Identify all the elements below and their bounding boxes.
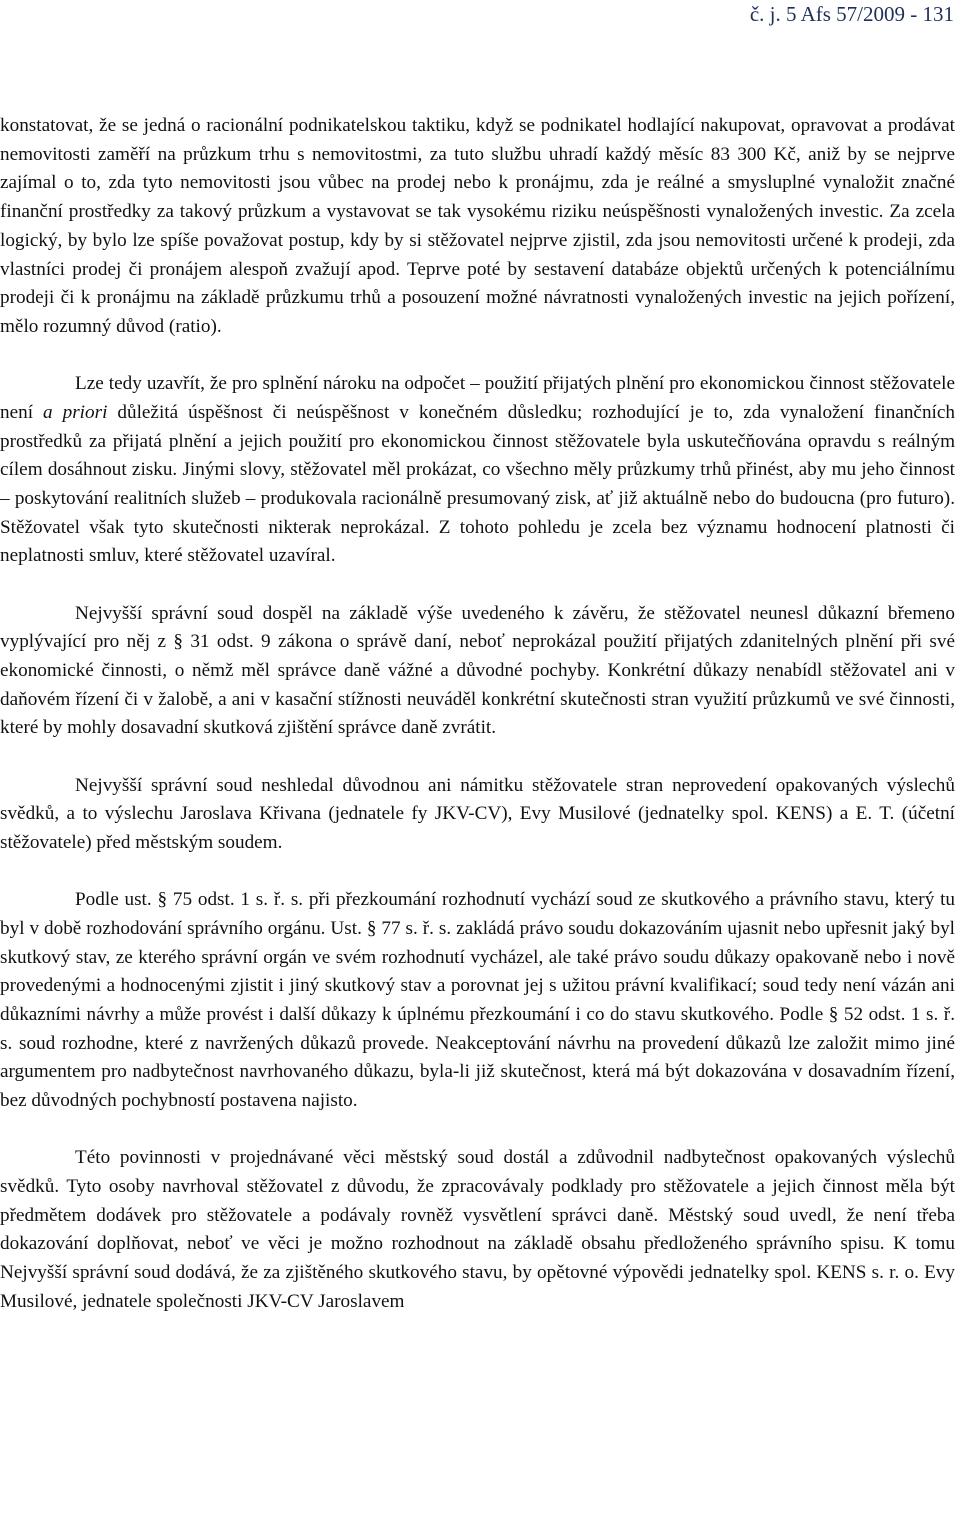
paragraph-2-text-before: Lze tedy uzavřít, že pro splnění nároku na odpočet – použití přijatých plnění pro ekonomickou činnost stěžovatele není <box>0 373 955 423</box>
paragraph-3: Nejvyšší správní soud dospěl na základě výše uvedeného k závěru, že stěžovatel neunesl důkazní břemeno vyplývající pro něj z § 31 odst. 9 zákona o správě daní, neboť neprokázal použití přijatých zdanitelných plnění při své ekonomické činnosti, o němž měl správce daně vážné a důvodné pochyby. Konkrétní důkazy nenabídl stěžovatel ani v daňovém řízení či v žalobě, a ani v kasační stížnosti neuváděl konkrétní skutečnosti stran využití průzkumů ve své činnosti, které by mohly dosavadní skutková zjištění správce daně zvrátit. <box>0 602 955 739</box>
paragraph-1: konstatovat, že se jedná o racionální podnikatelskou taktiku, když se podnikatel hodlající nakupovat, opravovat a prodávat nemovitosti zaměří na průzkum trhu s nemovitostmi, za tuto službu uhradí každý měsíc 83 300 Kč, aniž by se nejprve zajímal o to, zda tyto nemovitosti jsou vůbec na prodej nebo k pronájmu, zda je reálné a smysluplné vynaložit značné finanční prostředky za takový průzkum a vystavovat se tak vysokému riziku neúspěšnosti vynaložených investic. Za zcela logický, by bylo lze spíše považovat postup, kdy by si stěžovatel nejprve zjistil, zda jsou nemovitosti určené k prodeji, zda vlastníci prodej či pronájem alespoň zvažují apod. Teprve poté by sestavení databáze objektů určených k potenciálnímu prodeji či k pronájmu na základě průzkumu trhů a posouzení možné návratnosti vynaložených investic na jejich pořízení, mělo rozumný důvod (ratio). <box>0 115 955 337</box>
paragraph-2 <box>0 370 955 571</box>
paragraph-6: Této povinnosti v projednávané věci městský soud dostál a zdůvodnil nadbytečnost opakovaných výslechů svědků. Tyto osoby navrhoval stěžovatel z důvodu, že zpracovávaly podklady pro stěžovatele a jejich činnost měla být předmětem dodávek pro stěžovatele a podávaly rovněž vysvětlení správci daně. Městský soud uvedl, že není třeba dokazování doplňovat, neboť ve věci je možno rozhodnout na základě obsahu předloženého správního spisu. K tomu Nejvyšší správní soud dodává, že za zjištěného skutkového stavu, by opětovné výpovědi jednatelky spol. KENS s. r. o. Evy Musilové, jednatele společnosti JKV-CV Jaroslavem <box>0 1147 955 1312</box>
paragraph-2-text-after: důležitá úspěšnost či neúspěšnost v konečném důsledku; rozhodující je to, zda vynaložení finančních prostředků za přijatá plnění a jejich použití pro ekonomickou činnost stěžovatele byla uskutečňována opravdu s reálným cílem dosáhnout zisku. Jinými slovy, stěžovatel měl prokázat, co všechno měly průzkumy trhů přinést, aby mu jeho činnost – poskytování realitních služeb – produkovala racionálně presumovaný zisk, ať již aktuálně nebo do budoucna (pro futuro). Stěžovatel však tyto skutečnosti nikterak neprokázal. Z tohoto pohledu je zcela bez významu hodnocení platnosti či neplatnosti smluv, které stěžovatel uzavíral. <box>0 401 955 567</box>
case-number-header: č. j. 5 Afs 57/2009 - 131 <box>749 2 954 26</box>
paragraph-2-italic-term: a priori <box>43 401 108 423</box>
document-body <box>0 112 955 1317</box>
paragraph-4: Nejvyšší správní soud neshledal důvodnou ani námitku stěžovatele stran neprovedení opakovaných výslechů svědků, a to výslechu Jaroslava Křivana (jednatele fy JKV-CV), Evy Musilové (jednatelky spol. KENS) a E. T. (účetní stěžovatele) před městským soudem. <box>0 774 955 853</box>
paragraph-5: Podle ust. § 75 odst. 1 s. ř. s. při přezkoumání rozhodnutí vychází soud ze skutkového a právního stavu, který tu byl v době rozhodování správního orgánu. Ust. § 77 s. ř. s. zakládá právo soudu dokazováním ujasnit nebo upřesnit jaký byl skutkový stav, ze kterého správní orgán ve svém rozhodnutí vycházel, ale také právo soudu důkazy opakovaně nebo i nově provedenými a hodnocenými zjistit i jiný skutkový stav a porovnat jej s užitou právní kvalifikací; soud tedy není vázán ani důkazními návrhy a může provést i další důkazy k úplnému přezkoumání i co do stavu skutkového. Podle § 52 odst. 1 s. ř. s. soud rozhodne, které z navržených důkazů provede. Neakceptování návrhu na provedení důkazů lze založit mimo jiné argumentem pro nadbytečnost navrhovaného důkazu, byla-li již skutečnost, která má být dokazována v dosavadním řízení, bez důvodných pochybností postavena najisto. <box>0 889 955 1112</box>
